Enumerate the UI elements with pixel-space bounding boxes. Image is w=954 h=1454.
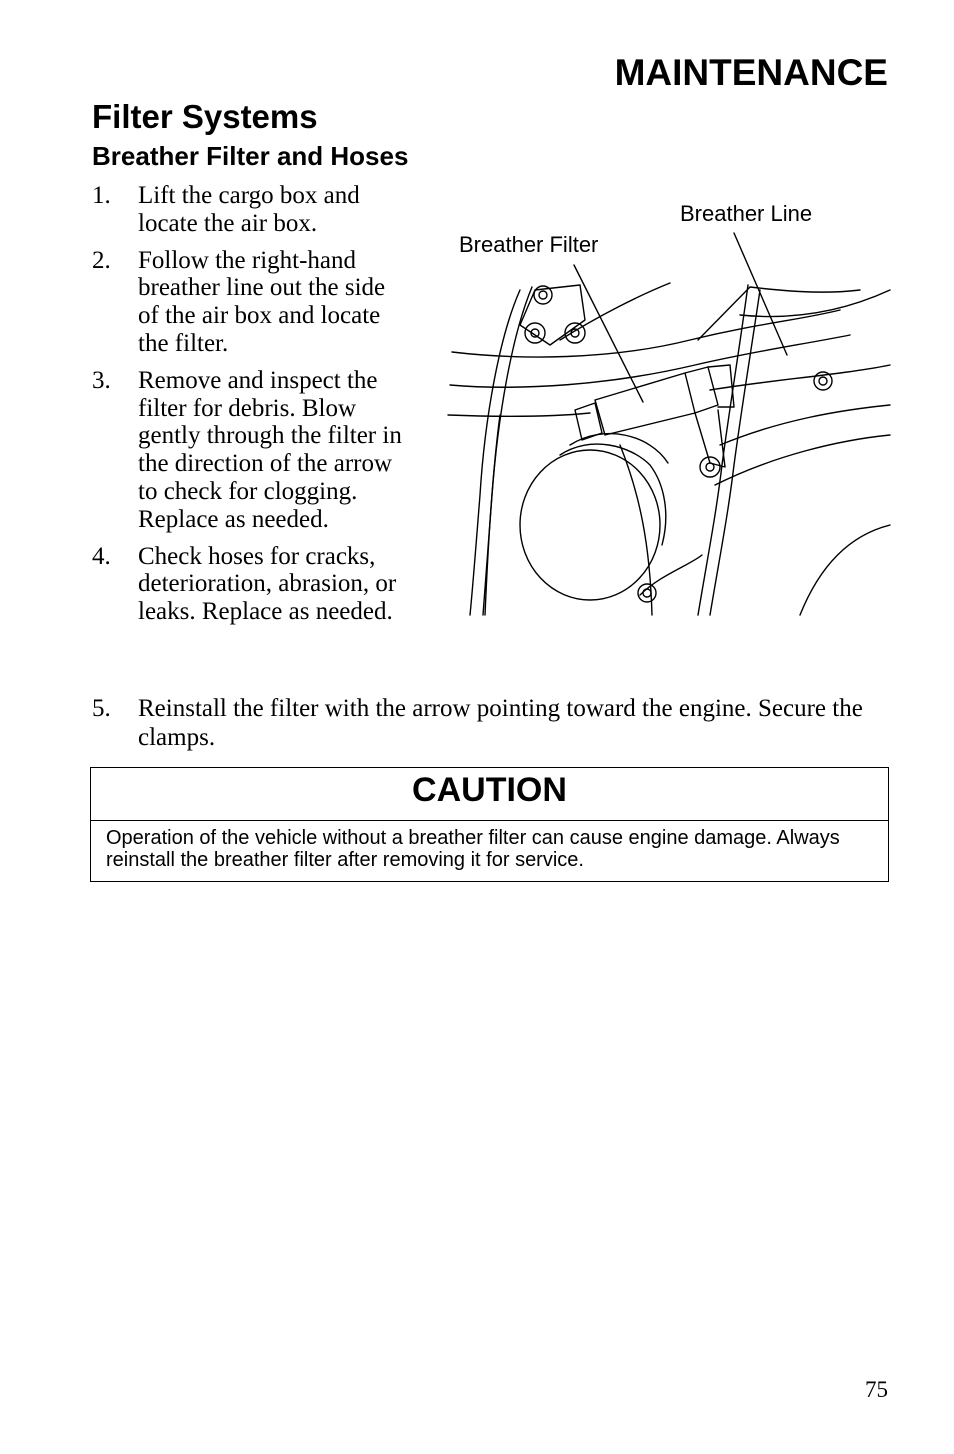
step-text: Follow the right-hand breather line out the side of the air box and locate the filter. — [138, 246, 386, 357]
step-2 — [92, 247, 412, 358]
filter-body — [595, 373, 695, 435]
breather-filter-illustration — [440, 195, 910, 625]
step-number: 3. — [92, 366, 111, 394]
step-1 — [92, 182, 412, 238]
step-text: Reinstall the filter with the arrow pointing toward the engine. Secure the clamps. — [138, 695, 863, 751]
breather-filter-label: Breather Filter — [459, 232, 599, 257]
breather-line-label: Breather Line — [680, 201, 813, 226]
caution-text: Operation of the vehicle without a breather filter can cause engine damage. Always reinstall the breather filter after removing it for service. — [106, 827, 840, 871]
section-header: MAINTENANCE — [614, 52, 888, 93]
step-number: 5. — [92, 695, 111, 722]
step-4 — [92, 543, 412, 626]
caution-box — [90, 767, 889, 882]
engine-drawing — [440, 195, 910, 625]
step-5 — [92, 694, 918, 752]
oil-filter — [520, 450, 660, 600]
step-number: 4. — [92, 542, 111, 570]
breather-line-leader-line — [734, 233, 787, 355]
step-number: 2. — [92, 246, 111, 274]
caution-title: CAUTION — [91, 768, 888, 821]
step-text: Check hoses for cracks, deterioration, abrasion, or leaks. Replace as needed. — [138, 542, 397, 626]
steps-list — [92, 182, 412, 635]
step-text: Remove and inspect the filter for debris. Blow gently through the filter in the direction of the arrow to check for clogging. Replace as needed. — [138, 366, 402, 533]
page-subtitle: Breather Filter and Hoses — [92, 141, 409, 171]
step-text: Lift the cargo box and locate the air box. — [138, 182, 360, 237]
page-number: 75 — [865, 1377, 888, 1402]
page-title: Filter Systems — [92, 98, 318, 135]
step-number: 1. — [92, 182, 111, 209]
step-3 — [92, 367, 412, 534]
